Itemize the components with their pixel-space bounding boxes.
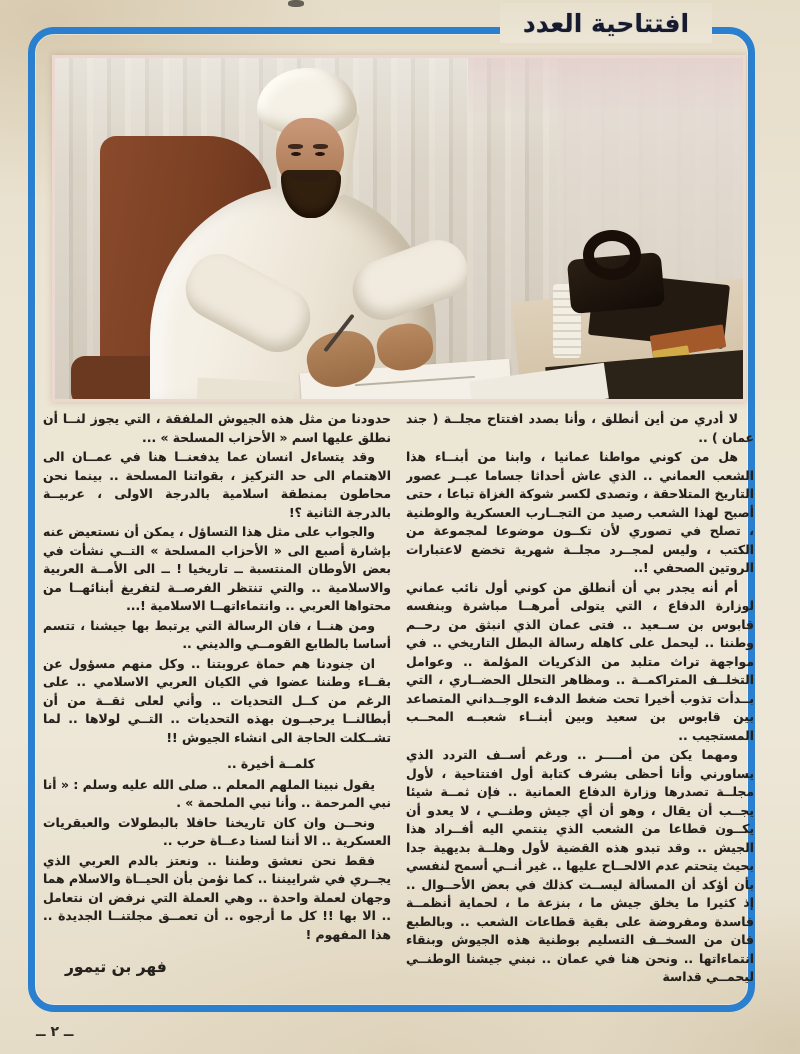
paragraph: ان جنودنا هم حماة عروبتنا .. وكل منهم مسؤول عن بقــاء وطننا عضوا في الكيان العربي الاسلامي .. على الرغم من كــل التحديات .. وأني لعلى ثقــة من أن أبطالنــا يرحبــون بهذه التحديات .. التــي لولاها .. لما تشــكلت الحاجة الى انشاء الجيوش !! (43, 655, 391, 745)
paragraph: فقط نحن نعشق وطننا .. ونعتز بالدم العربي الذي يجــري في شراييننا .. كما نؤمن بأن الحيــاة والاسلام هما وجهان لعملة واحدة .. وهي العملة التي نرفض ان نتعامل .. الا بها !! كل ما أرجوه .. أن تعمــق مجلتنــا الجديدة .. هذا المفهوم ! (43, 852, 391, 942)
paragraph: حدودنا من مثل هذه الجيوش الملفقة ، التي يجوز لنــا أن نطلق عليها اسم « الأحزاب المسلحة » ... (43, 411, 391, 445)
photo-eye (315, 152, 325, 156)
paragraph: أم أنه يجدر بي أن أنطلق من كوني أول نائب عماني لوزارة الدفاع ، التي يتولى أمرهــا مباشرة وبنفسه قابوس بن ســعيد .. فتى عمان الذي انبثق من رحــم وطننا .. ليحمل على كاهله رسالة البطل التاريخي .. في مواجهة تراث متلبد من الذكريات المؤلمة .. وعوامل التخلــف المتراكمــة .. ومظاهر التحلل الحضــاري ، التي بــدأت تذوب أخيرا تحت ضغط الدفء الوجــداني المتصاعد بين قابوس بن سعيد وبين أبنــاء شعبــه المحــب المستجيب .. (406, 579, 754, 743)
photo-eye (291, 152, 301, 156)
photo-telephone-handset (583, 230, 641, 280)
paragraph: ونحــن وان كان تاريخنا حافلا بالبطولات والعبقريات العسكرية .. الا أننا لسنا دعــاة حرب .. (43, 814, 391, 848)
paragraph: لا أدري من أين أنطلق ، وأنا بصدد افتتاح مجلــة ( جند عمان ) .. (406, 411, 754, 445)
paragraph: وقد يتساءل انسان عما يدفعنــا هنا في عمــان الى الاهتمام الى حد التركيز ، بقواتنا المسلحة .. بينما نحن محاطون بمنطقة اسلامية بالدرجة الاولى ، عربيــة بالدرجة الثانية ؟! (43, 449, 391, 520)
author-signature: فهر بن تيمور (65, 958, 167, 976)
paragraph: يقول نبينا الملهم المعلم .. صلى الله عليه وسلم : « أنا نبي المرحمة .. وأنا نبي الملحمة » . (43, 776, 391, 810)
editorial-article (42, 410, 754, 995)
photo-eyebrow (288, 144, 303, 149)
scan-smudge (288, 0, 304, 7)
paragraph: ومهما يكن من أمــــر .. ورغم أســف التردد الذي يساورني وأنا أحظى بشرف كتابة أول افتتاحية ، لأول مجلــة تصدرها وزارة الدفاع العمانية .. فإن ثمــة شيئا يجــب أن يقال ، وهو أن أي جيش وطنــي ، لا يعدو أن يكــون قطاعا من الشعب الذي ينتمي اليه أفــراد هذا الجيش .. وقد تبدو هذه القضية لأول وهلــة بديهية جدا بحيث يتحتم عدم الالحــاح عليها .. غير أنــي أسمح لنفسي بأن أؤكد أن المسألة ليســت كذلك في بعض الأحــوال .. إذ كثيرا ما يخلق جيش ما ، بنزعة ما ، لحماية أنظمــة فاسدة ومفروضة على بقية قطاعات الشعب .. وبالطبع فان من السخــف التسليم بوطنية هذه الجيوش وبنقاء انتماءاتها .. ونحن هنا في عمان .. نبني جيشنا الوطنــي ليحمــي قداسة (406, 747, 754, 984)
photo-wall-tint (468, 58, 743, 119)
article-column-left (43, 410, 391, 995)
photo-paper (196, 378, 293, 402)
paragraph: والجواب على مثل هذا التساؤل ، يمكن أن نستعيض عنه بإشارة أصبع الى « الأحزاب المسلحة » التــي نشأت في بعض الأوطان المنتسبة ــ تاريخيا ! ــ الى الأمــة العربية والاسلامية .. والتي تنتظر الفرصــة لتفريغ أبنائهــا من محتواها العربي .. وانتماءاتهــا الاسلامية !... (43, 524, 391, 613)
photo-mustache (291, 172, 329, 181)
photo-eyebrow (313, 144, 328, 149)
paragraph: ومن هنــا ، فان الرسالة التي يرتبط بها جيشنا ، تتسم أساسا بالطابع القومــي والديني .. (43, 617, 391, 651)
article-column-right (406, 410, 754, 995)
page-number: ــ ٢ ــ (36, 1024, 74, 1040)
paragraph: هل من كوني مواطنا عمانيا ، وابنا من أبنــاء هذا الشعب العماني .. الذي عاش أحداثا جساما عبــر عصور التاريخ المتلاحقة ، وتصدى لكسر شوكة الغزاة تباعا ، حتى أصبح لهذا الشعب رصيد من التجــارب العسكرية والوطنية ، تصلح في تصوري لأن تكــون موضوعا لمجموعة من الكتب ، وليس لمجــرد مجلــة شهرية تخضع لاعتبارات الروتين الصحفي !.. (406, 449, 754, 575)
section-title: افتتاحية العدد (522, 8, 690, 38)
section-subheading: كلمــة أخيرة .. (227, 756, 315, 771)
section-header (500, 3, 712, 43)
photo-official-at-desk (52, 55, 746, 402)
